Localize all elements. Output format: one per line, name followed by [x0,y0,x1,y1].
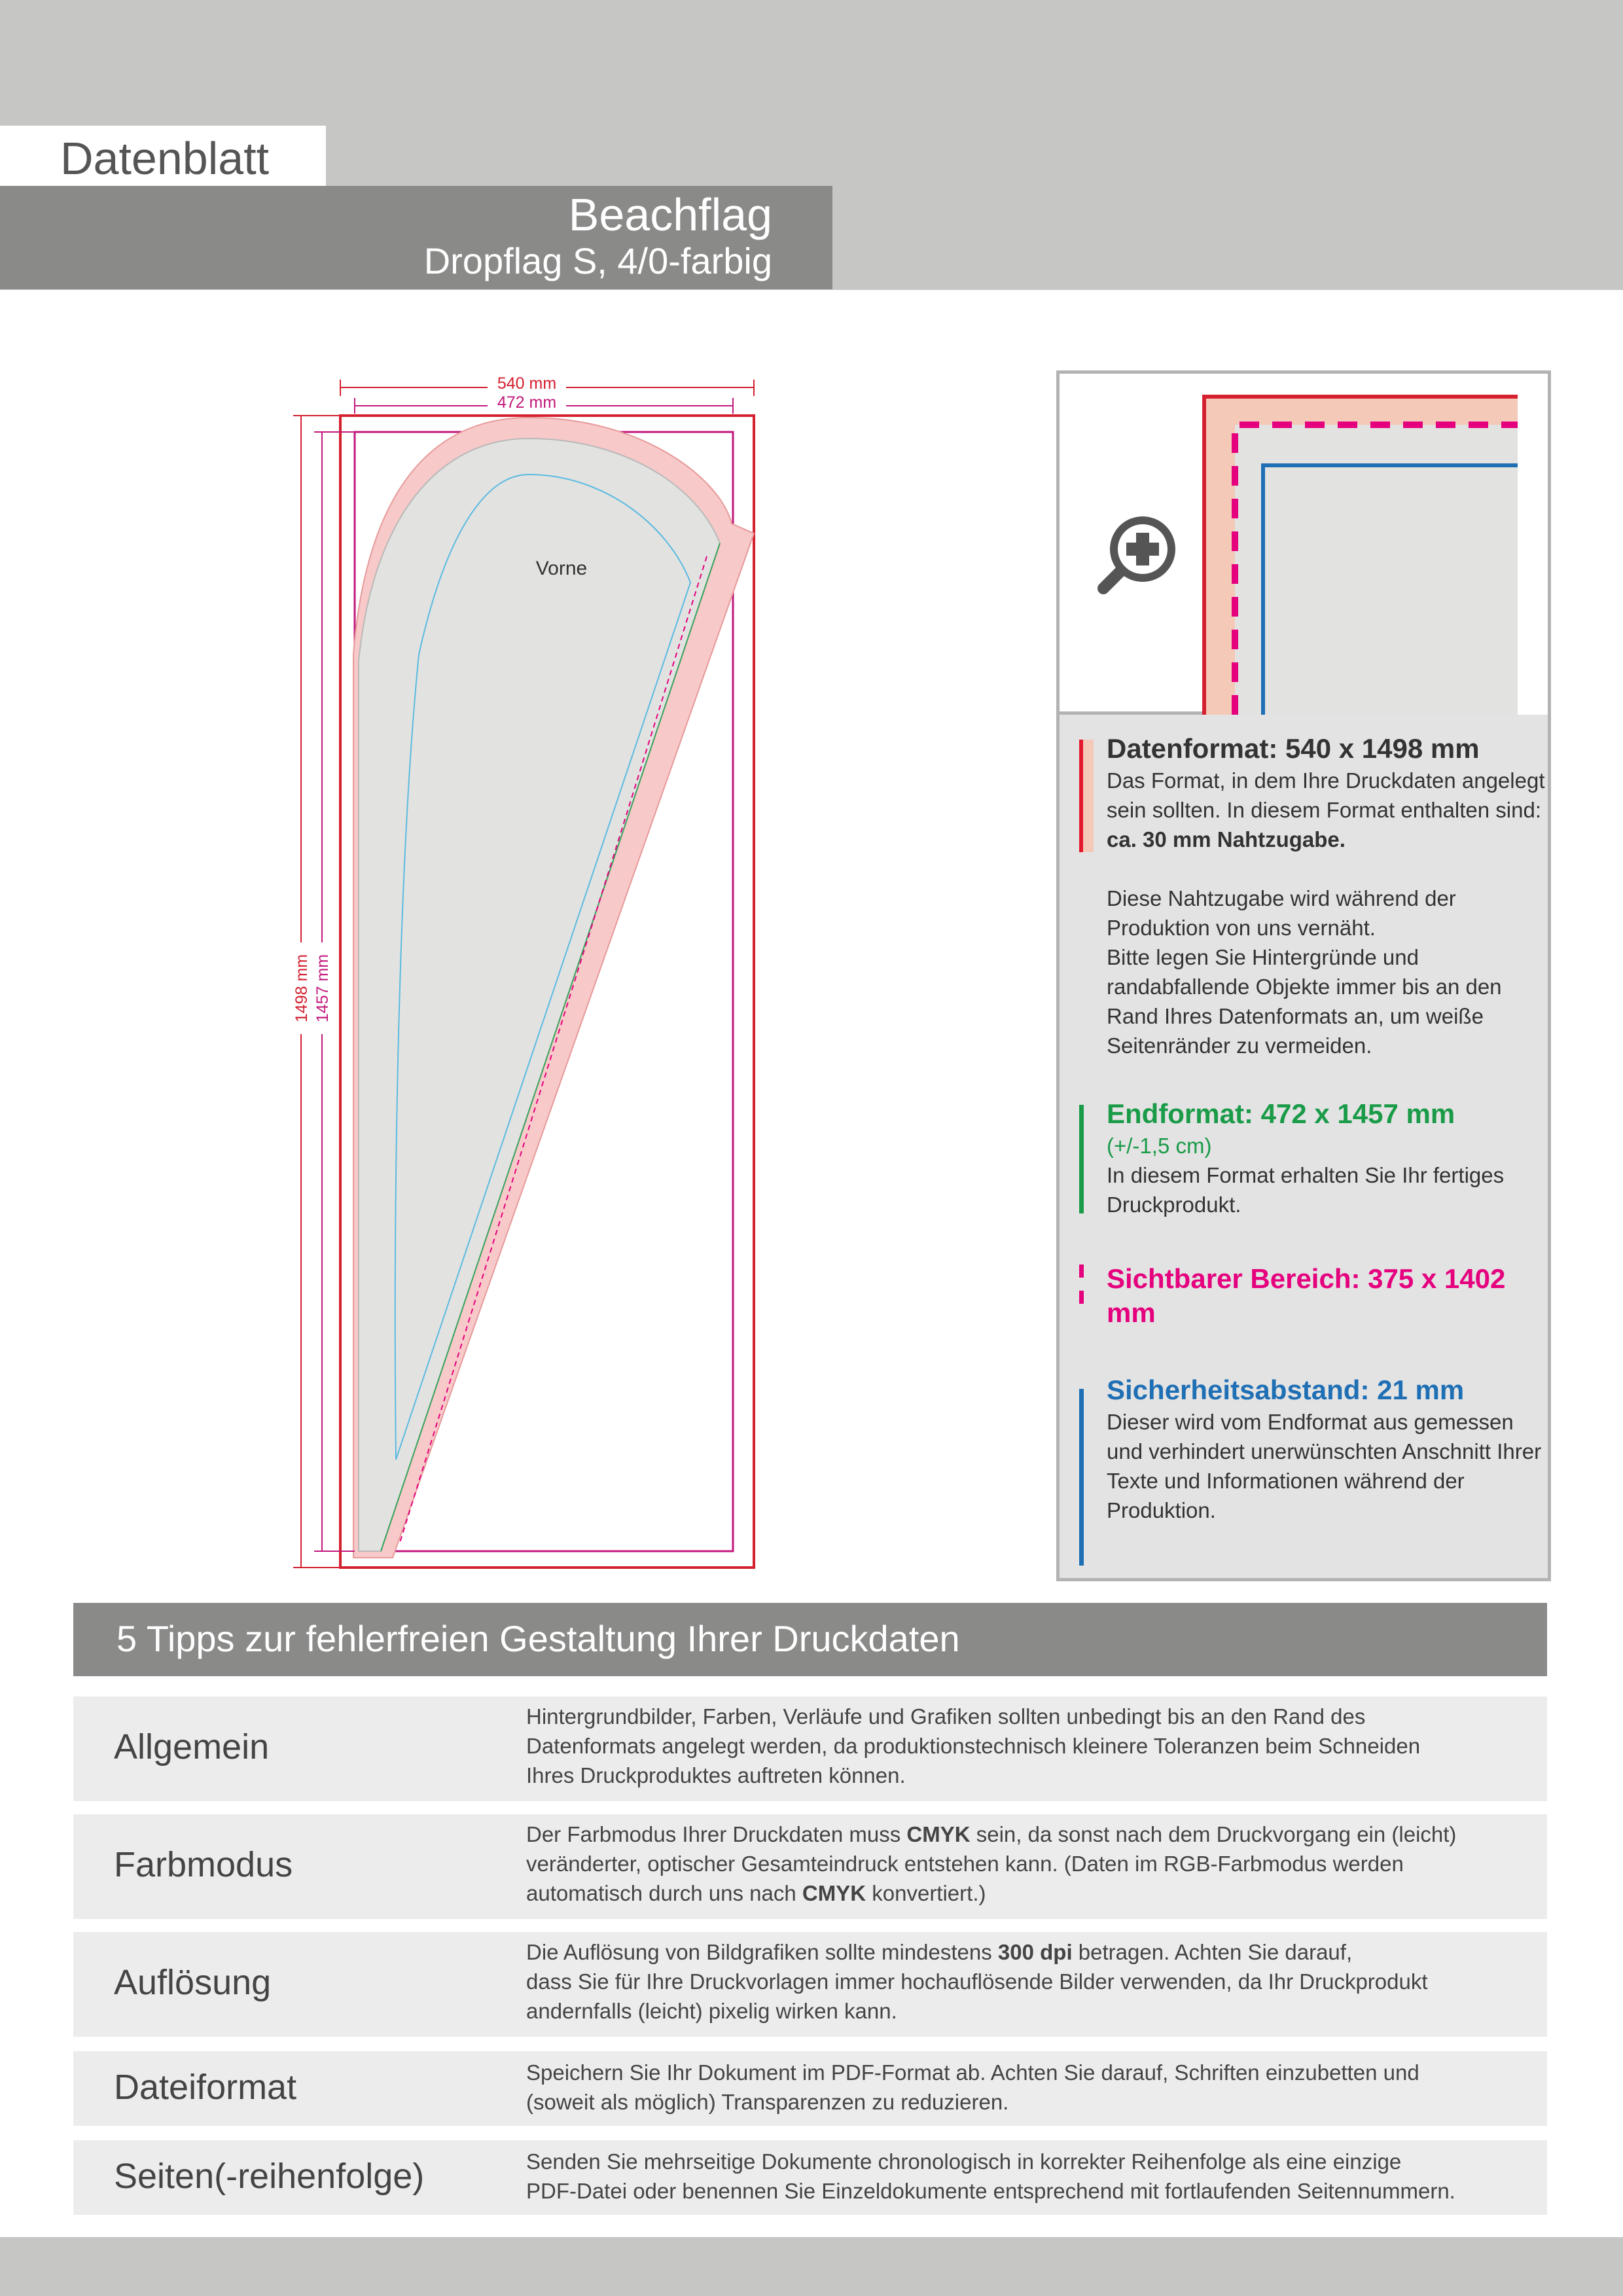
sichtbar-title: Sichtbarer Bereich: 375 x 1402 mm [1107,1263,1506,1328]
datenblatt-label: Datenblatt [60,133,270,184]
tip-name: Dateiformat [114,2068,297,2107]
datenformat-marker [1079,740,1094,852]
tip-row-farbmodus [73,1814,1547,1919]
tip-text [526,1702,1534,1790]
height-outer-label: 1498 mm [293,954,311,1023]
tip-text-line [526,1937,1534,1967]
tip-text-bold: 300 dpi [997,1940,1073,1964]
endformat-block [1107,1097,1545,1219]
zoom-detail-graphic [1060,374,1548,715]
tip-row-aufloesung [73,1932,1547,2037]
width-outer-label: 540 mm [497,374,557,393]
tip-name: Allgemein [114,1727,270,1767]
tip-text-line: Ihres Druckproduktes auftreten können. [526,1763,906,1787]
endformat-marker [1079,1105,1084,1213]
zoom-in-icon [1103,516,1175,588]
zoom-detail-box [1056,370,1551,715]
endformat-tolerance: (+/-1,5 cm) [1107,1134,1212,1158]
flag-body-shape [359,439,720,1551]
tip-text-line [526,1820,1534,1849]
tip-text-bold: CMYK [906,1822,971,1846]
tip-text-line: Datenformats angelegt werden, da produktionstechnisch kleinere Toleranzen beim Schneiden [526,1734,1421,1758]
tip-name: Auflösung [114,1963,272,2002]
tip-row-seiten [73,2140,1547,2215]
tip-text-line: dass Sie für Ihre Druckvorlagen immer hochauflösende Bilder verwenden, da Ihr Druckprodukt [526,1969,1428,1994]
tip-text-line: andernfalls (leicht) pixelig wirken kann. [526,1999,897,2023]
tips-header-title: 5 Tipps zur fehlerfreien Gestaltung Ihrer Druckdaten [116,1618,960,1659]
sicherheit-text: Dieser wird vom Endformat aus gemessen und verhindert unerwünschten Anschnitt Ihrer Texte und Informationen während der Produktion. [1107,1410,1542,1522]
tip-text-span: betragen. Achten Sie darauf, [1072,1940,1353,1964]
tip-text-line: Speichern Sie Ihr Dokument im PDF-Format ab. Achten Sie darauf, Schriften einzubetten und [526,2060,1419,2085]
tip-text-line: veränderter, optischer Gesamteindruck entstehen kann. (Daten im RGB-Farbmodus werden [526,1852,1404,1876]
endformat-text: In diesem Format erhalten Sie Ihr fertiges Druckprodukt. [1107,1163,1505,1217]
tip-text [526,1937,1534,2026]
footer-band [0,2237,1623,2296]
endformat-title: Endformat: 472 x 1457 mm [1107,1098,1455,1129]
tip-text-span: Der Farbmodus Ihrer Druckdaten muss [526,1822,907,1846]
height-inner-label: 1457 mm [313,954,332,1023]
sicherheit-block [1107,1373,1545,1525]
product-title: Beachflag [568,189,772,240]
tip-text-span: sein, da sonst nach dem Druckvorgang ein (leicht) [970,1822,1457,1846]
tip-text [526,1820,1534,1908]
tip-text-line: Senden Sie mehrseitige Dokumente chronologisch in korrekter Reihenfolge als eine einzige [526,2149,1402,2174]
tip-text-span: Die Auflösung von Bildgrafiken sollte mindestens [526,1940,998,1964]
side-label: Vorne [535,558,588,579]
width-inner-label: 472 mm [497,393,557,412]
datenformat-text-3: Bitte legen Sie Hintergründe und randabfallende Objekte immer bis an den Rand Ihres Datenformats an, um weiße Seitenränder zu vermeiden. [1107,945,1502,1058]
tip-text-bold: CMYK [802,1881,866,1905]
sichtbar-marker-1 [1079,1265,1084,1278]
datenformat-text: Das Format, in dem Ihre Druckdaten angelegt sein sollten. In diesem Format enthalten sind: [1107,768,1545,822]
datenformat-text-bold: ca. 30 mm Nahtzugabe. [1107,827,1346,852]
sicherheit-title: Sicherheitsabstand: 21 mm [1107,1374,1465,1405]
tip-text-line: PDF-Datei oder benennen Sie Einzeldokumente entsprechend mit fortlaufenden Seitennummern. [526,2179,1455,2203]
sichtbar-block [1107,1262,1545,1330]
tip-row-dateiformat [73,2051,1547,2126]
datenformat-block [1107,732,1545,1060]
tip-text-line: Hintergrundbilder, Farben, Verläufe und Grafiken sollten unbedingt bis an den Rand des [526,1704,1366,1729]
tip-text [526,2147,1534,2206]
tip-text [526,2058,1534,2117]
tips-header [73,1603,1547,1676]
tip-name: Seiten(-reihenfolge) [114,2157,425,2196]
tip-text-line [526,1878,1534,1908]
tip-name: Farbmodus [114,1845,293,1884]
format-legend-box [1056,715,1551,1581]
sichtbar-marker-2 [1079,1291,1084,1304]
datenformat-title: Datenformat: 540 x 1498 mm [1107,733,1480,764]
tip-text-span: automatisch durch uns nach [526,1881,802,1905]
sicherheit-marker [1079,1389,1084,1566]
tip-text-span: konvertiert.) [866,1881,986,1905]
datenformat-text-2: Diese Nahtzugabe wird während der Produktion von uns vernäht. [1107,886,1456,940]
flag-technical-drawing [0,0,785,1590]
tip-row-allgemein [73,1696,1547,1801]
tip-text-line: (soweit als möglich) Transparenzen zu reduzieren. [526,2090,1009,2114]
product-subtitle: Dropflag S, 4/0-farbig [423,240,772,281]
